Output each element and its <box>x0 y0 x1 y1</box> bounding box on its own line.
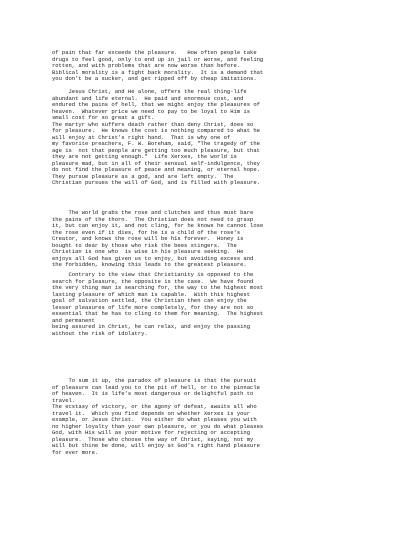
text-line: will but thine be done, will enjoy at God's right hand pleasure <box>52 442 260 449</box>
paragraph-5 <box>52 378 392 456</box>
text-line: Christian is one who is wise in his pleasure seeking. He <box>52 248 244 255</box>
text-line: Biblical morality is a fight back morality. It is a demand that <box>52 68 264 76</box>
text-line: search for pleasure, the opposite is the case. We have found <box>52 277 254 285</box>
text-line: the forbidden, knowing this leads to the greatest pleasure. <box>52 261 247 268</box>
text-line: of heaven. It is life's most dangerous or delightful path to <box>52 390 254 397</box>
paragraph-1 <box>52 50 392 83</box>
text-line: the rose even if it dies, for he is a child of the rose's <box>52 228 241 236</box>
text-line: it, but can enjoy it, and not cling, for he knows he cannot lose <box>52 222 264 229</box>
text-line: Contrary to the view that Christianity is opposed to the <box>52 271 254 278</box>
text-line: essential that he has to cling to them for meaning. The highest <box>52 310 264 317</box>
text-line: the very thing man is searching for, the way to the highest most <box>52 284 264 291</box>
text-line: The martyr who suffers death rather than deny Christ, does so <box>52 120 254 128</box>
text-line: and permanent <box>52 316 95 324</box>
text-line: will enjoy at Christ's right hand. That is why one of <box>52 133 231 141</box>
text-line: rotten, and with problems that are now worse than before. <box>52 62 241 69</box>
text-line: pleasure mad, but in all of their sensual self-indulgence, they <box>52 159 260 167</box>
text-line: drugs to feel good, only to end up in jail or worse, and feeling <box>52 55 264 63</box>
text-line: They pursue pleasure as a god, and are left empty. The <box>52 172 234 180</box>
text-line: abundant and life eternal. He paid and enormous cost, and <box>52 94 244 102</box>
text-line: my favorite preachers, F. W. Boreham, said, "The tragedy of the <box>52 140 260 147</box>
text-line: they are not getting enough." Life Xerxes, the world is <box>52 153 237 160</box>
text-line: small cost for so great a gift. <box>52 114 155 121</box>
text-line: being assured in Christ, he can relax, and enjoy the passing <box>52 323 251 330</box>
text-line: you don't be a sucker, and get ripped off by cheap imitations. <box>52 75 257 82</box>
paragraph-3 <box>52 210 392 269</box>
text-line: travel. <box>52 396 76 404</box>
text-line: the pains of the thorn. The Christian does not need to grasp <box>52 215 254 223</box>
text-line: Creator, and knows the rose will be his forever. Honey is <box>52 235 244 242</box>
text-line: The world grabs the rose and clutches and thus must bare <box>52 209 254 216</box>
text-line: of pleasure can lead you to the pit of hell, or to the pinnacle <box>52 383 260 391</box>
text-line: age is not that people are getting too much pleasure, but that <box>52 146 260 154</box>
text-line: God, with His will as your motive for rejecting or accepting <box>52 429 251 436</box>
text-line: enjoys all God has given us to enjoy, but avoiding excess and <box>52 254 254 262</box>
text-line: lesser pleasures of life more completely, for they are not so <box>52 303 254 311</box>
text-line: example, or Jesus Christ. You either do what pleases you with <box>52 416 257 423</box>
paragraph-2 <box>52 89 392 187</box>
text-line: goal of salvation settled, the Christian then can enjoy the <box>52 297 247 304</box>
text-line: To sum it up, the paradox of pleasure is that the pursuit <box>52 377 257 384</box>
text-line: The ecstasy of victory, or the agony of defeat, awaits all who <box>52 403 257 410</box>
text-line: without the risk of idolatry. <box>52 329 148 337</box>
paragraph-4 <box>52 272 392 337</box>
text-line: for ever more. <box>52 448 99 456</box>
text-line: for pleasure. He knows the cost is nothing compared to what he <box>52 127 260 134</box>
text-line: endured the pains of hell, that we might enjoy the pleasures of <box>52 101 260 108</box>
text-line: no higher loyalty than your own pleasure, or you do what pleases <box>52 422 264 430</box>
text-line: pleasure. Those who choose the way of Christ, saying, not my <box>52 435 254 443</box>
text-line: lasting pleasure of which man is capable. With this highest <box>52 290 251 298</box>
text-line: heaven. Whatever price we need to pay to be loyal to Him is <box>52 107 251 115</box>
text-line: bought to dear by those who risk the bees stingers. The <box>52 241 237 249</box>
text-line: Jesus Christ, and He alone, offers the real thing-life <box>52 88 247 95</box>
text-line: of pain that far exceeds the pleasure. How often people take <box>52 49 257 56</box>
text-line: do not find the pleasure of peace and meaning, or eternal hope. <box>52 166 260 173</box>
text-line: travel it. Which you find depends on whether Xerxes is your <box>52 409 251 417</box>
text-line: Christian pursues the will of God, and is filled with pleasure. <box>52 179 260 186</box>
